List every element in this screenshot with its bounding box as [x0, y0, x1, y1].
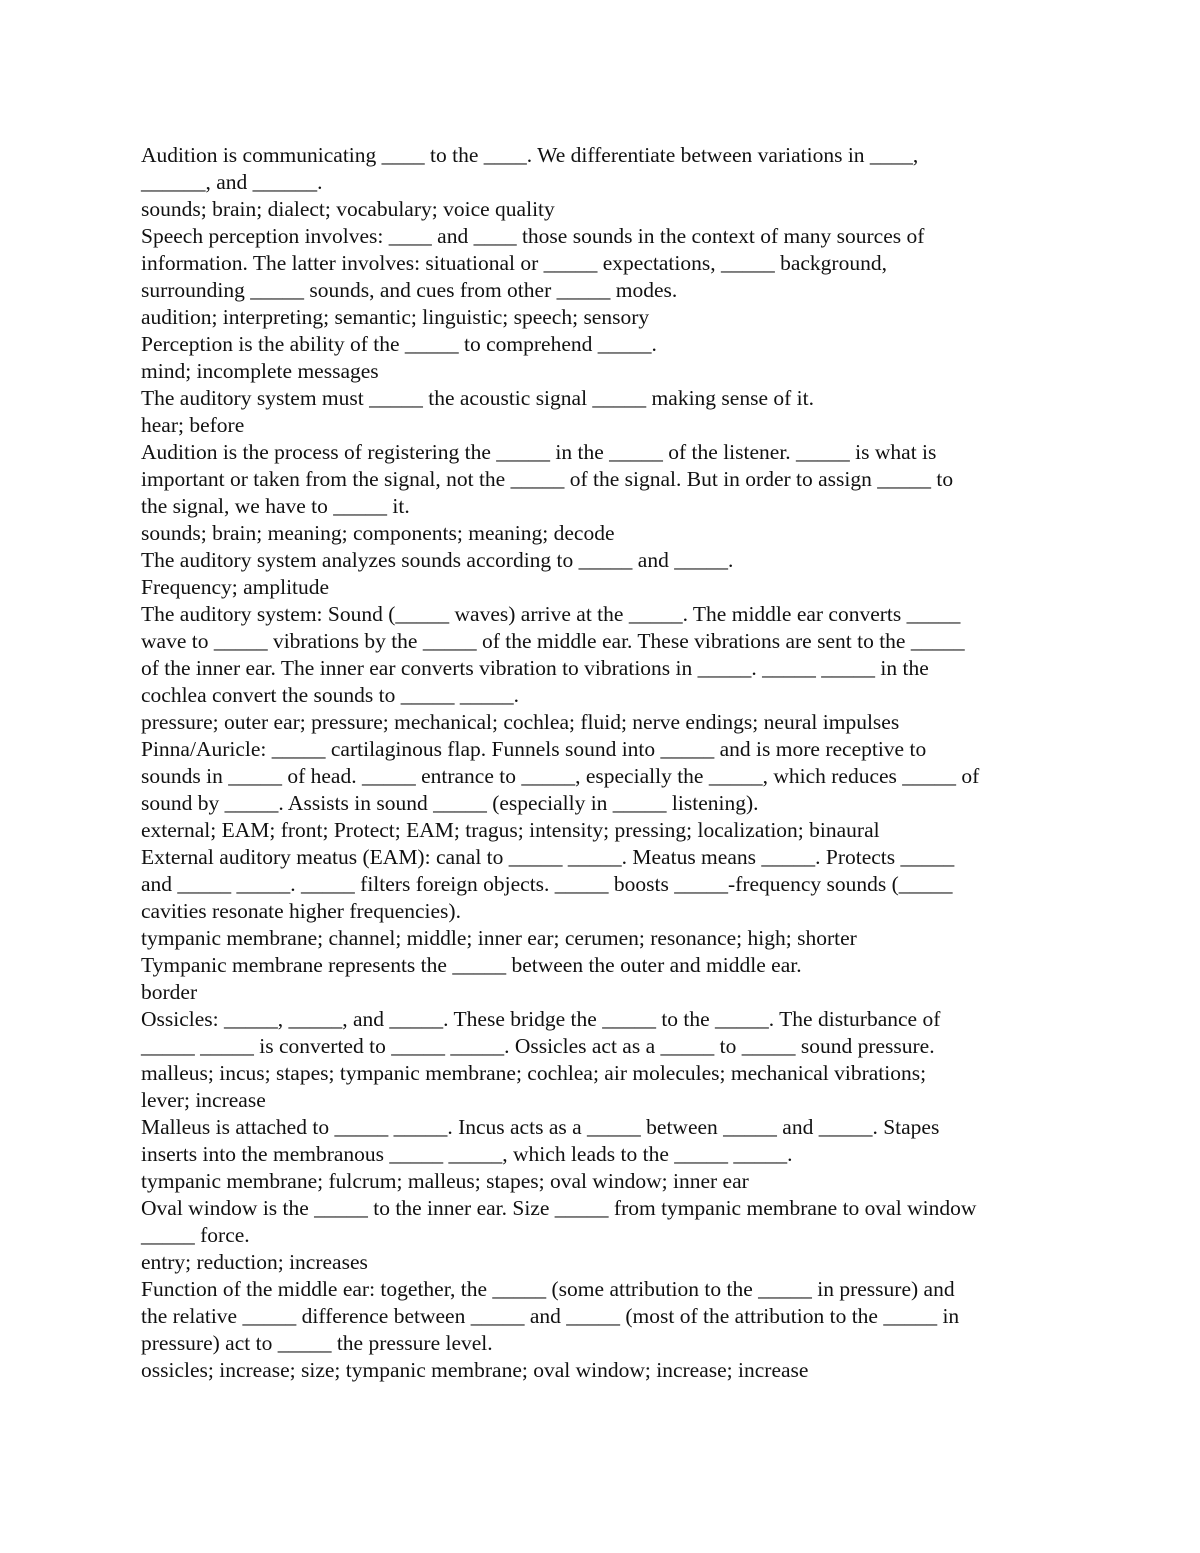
text-line: the relative _____ difference between _____ and _____ (most of the attribution to the _____ in: [141, 1304, 960, 1328]
text-line: The auditory system: Sound (_____ waves) arrive at the _____. The middle ear converts _____: [141, 602, 961, 626]
text-line: Function of the middle ear: together, the _____ (some attribution to the _____ in pressure) and: [141, 1277, 955, 1301]
text-line: Pinna/Auricle: _____ cartilaginous flap. Funnels sound into _____ and is more receptive to: [141, 737, 927, 761]
text-line: external; EAM; front; Protect; EAM; tragus; intensity; pressing; localization; binaural: [141, 818, 880, 842]
text-line: ______, and ______.: [141, 170, 323, 194]
text-line: sound by _____. Assists in sound _____ (especially in _____ listening).: [141, 791, 759, 815]
text-line: the signal, we have to _____ it.: [141, 494, 410, 518]
text-line: Audition is communicating ____ to the ____. We differentiate between variations in ____,: [141, 143, 919, 167]
text-line: wave to _____ vibrations by the _____ of the middle ear. These vibrations are sent to the _____: [141, 629, 965, 653]
text-line: entry; reduction; increases: [141, 1250, 368, 1274]
text-line: border: [141, 980, 198, 1004]
text-line: External auditory meatus (EAM): canal to _____ _____. Meatus means _____. Protects _____: [141, 845, 955, 869]
text-line: The auditory system must _____ the acoustic signal _____ making sense of it.: [141, 386, 814, 410]
text-line: sounds; brain; dialect; vocabulary; voice quality: [141, 197, 555, 221]
text-line: of the inner ear. The inner ear converts vibration to vibrations in _____. _____ _____ in the: [141, 656, 929, 680]
text-line: Oval window is the _____ to the inner ear. Size _____ from tympanic membrane to oval window: [141, 1196, 977, 1220]
text-line: lever; increase: [141, 1088, 266, 1112]
text-line: hear; before: [141, 413, 245, 437]
text-line: Audition is the process of registering the _____ in the _____ of the listener. _____ is what is: [141, 440, 937, 464]
text-line: _____ _____ is converted to _____ _____. Ossicles act as a _____ to _____ sound pressure.: [141, 1034, 935, 1058]
text-line: important or taken from the signal, not the _____ of the signal. But in order to assign _____ to: [141, 467, 954, 491]
text-line: surrounding _____ sounds, and cues from other _____ modes.: [141, 278, 678, 302]
text-line: malleus; incus; stapes; tympanic membrane; cochlea; air molecules; mechanical vibrations;: [141, 1061, 927, 1085]
text-line: pressure; outer ear; pressure; mechanical; cochlea; fluid; nerve endings; neural impulses: [141, 710, 900, 734]
text-line: Ossicles: _____, _____, and _____. These bridge the _____ to the _____. The disturbance of: [141, 1007, 941, 1031]
text-line: cavities resonate higher frequencies).: [141, 899, 461, 923]
text-line: Speech perception involves: ____ and ____ those sounds in the context of many sources of: [141, 224, 925, 248]
text-line: ossicles; increase; size; tympanic membrane; oval window; increase; increase: [141, 1358, 809, 1382]
text-line: tympanic membrane; channel; middle; inner ear; cerumen; resonance; high; shorter: [141, 926, 857, 950]
document-body: [141, 142, 1066, 1384]
text-line: inserts into the membranous _____ _____, which leads to the _____ _____.: [141, 1142, 793, 1166]
text-line: information. The latter involves: situational or _____ expectations, _____ background,: [141, 251, 887, 275]
text-line: audition; interpreting; semantic; linguistic; speech; sensory: [141, 305, 650, 329]
text-line: and _____ _____. _____ filters foreign objects. _____ boosts _____-frequency sounds (_____: [141, 872, 953, 896]
text-line: sounds; brain; meaning; components; meaning; decode: [141, 521, 615, 545]
text-line: pressure) act to _____ the pressure level.: [141, 1331, 493, 1355]
text-line: The auditory system analyzes sounds according to _____ and _____.: [141, 548, 734, 572]
text-line: Malleus is attached to _____ _____. Incus acts as a _____ between _____ and _____. Stapes: [141, 1115, 940, 1139]
text-line: mind; incomplete messages: [141, 359, 379, 383]
text-line: Frequency; amplitude: [141, 575, 330, 599]
text-line: _____ force.: [141, 1223, 250, 1247]
text-line: Perception is the ability of the _____ to comprehend _____.: [141, 332, 657, 356]
text-line: sounds in _____ of head. _____ entrance to _____, especially the _____, which reduces _____ of: [141, 764, 980, 788]
text-line: tympanic membrane; fulcrum; malleus; stapes; oval window; inner ear: [141, 1169, 749, 1193]
text-line: cochlea convert the sounds to _____ _____.: [141, 683, 519, 707]
text-line: Tympanic membrane represents the _____ between the outer and middle ear.: [141, 953, 802, 977]
